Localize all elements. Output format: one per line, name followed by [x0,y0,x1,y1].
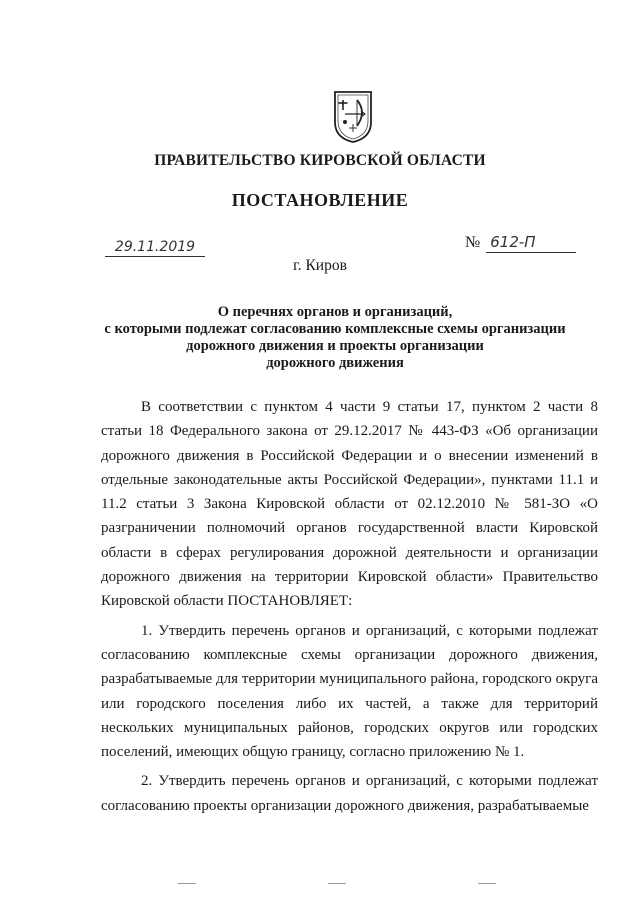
kirov-coat-of-arms-icon [331,88,375,144]
preamble-paragraph: В соответствии с пунктом 4 части 9 статьи 17, пунктом 2 части 8 статьи 18 Федерального закона от 29.12.2017 № 443-ФЗ «Об организации дорожного движения в Российской Федерации и о внесении изменений в отдельные законодательные акты Российской Федерации», пунктами 11.1 и 11.2 статьи 3 Закона Кировской области от 02.12.2010 № 581-ЗО «О разграничении полномочий органов государственной власти Кировской области в сферах регулирования дорожной деятельности и организации дорожного движения на территории Кировской области» Правительство Кировской области ПОСТАНОВЛЯЕТ: [101,399,598,610]
subject-line: дорожного движения [266,355,404,371]
item-paragraph: 1. Утвердить перечень органов и организаций, с которыми подлежат согласованию комплексные схемы организации дорожного движения, разрабатываемые для территории муниципального района, городского округа или городского поселения либо их частей, а также для территорий нескольких муниципальных районов, городских округов или городских поселений, имеющих общую границу, согласно приложению № 1. [101,622,598,761]
city-label: г. Киров [293,257,347,274]
document-subject [80,304,590,372]
subject-line: с которыми подлежат согласованию комплексные схемы организации [104,321,566,337]
government-title: ПРАВИТЕЛЬСТВО КИРОВСКОЙ ОБЛАСТИ [154,152,486,169]
number-value: 612-П [486,232,576,253]
item-paragraph: 2. Утвердить перечень органов и организаций, с которыми подлежат согласованию проекты организации дорожного движения, разрабатываемые [101,773,598,814]
subject-line: дорожного движения и проекты организации [186,338,484,354]
document-date: 29.11.2019 [105,238,205,257]
number-sign: № [465,234,481,251]
subject-line: О перечнях органов и организаций, [217,304,453,320]
scan-mark [478,883,496,884]
document-number [465,232,576,253]
document-type-title: ПОСТАНОВЛЕНИЕ [231,190,409,210]
scan-mark [328,883,346,884]
document-body [101,395,598,823]
scan-mark [178,883,196,884]
